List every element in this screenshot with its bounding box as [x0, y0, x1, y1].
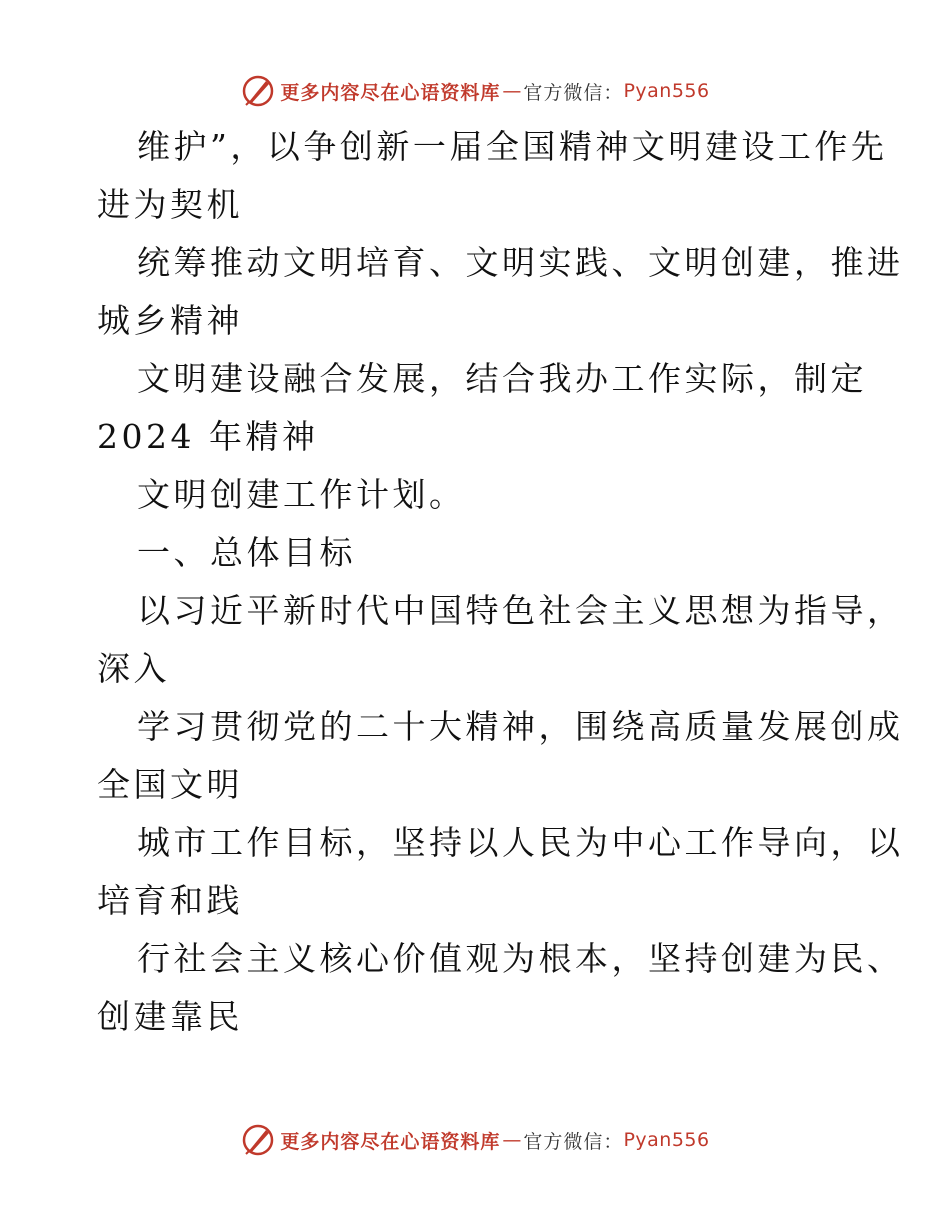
section-heading: 一、总体目标	[137, 533, 356, 572]
footer-banner	[0, 1120, 950, 1160]
text-line: 维护”，以争创新一届全国精神文明建设工作先	[137, 127, 888, 166]
text-line: 创建靠民	[97, 997, 243, 1036]
banner-wechat-handle: Pyan556	[623, 80, 710, 102]
text-line: 全国文明	[97, 765, 243, 804]
quill-pen-logo-icon	[240, 1122, 276, 1158]
text-line: 培育和践	[97, 881, 243, 920]
banner-separator: —	[502, 1129, 522, 1151]
text-line: 深入	[97, 649, 170, 688]
text-line: 统筹推动文明培育、文明实践、文明创建，推进	[137, 243, 904, 282]
text-line: 城乡精神	[97, 301, 243, 340]
banner-promo-text: 更多内容尽在心语资料库	[280, 1130, 501, 1153]
text-line: 城市工作目标，坚持以人民为中心工作导向，以	[137, 823, 904, 862]
quill-pen-logo-icon	[240, 73, 276, 109]
document-body	[97, 118, 904, 1046]
banner-wechat-label: 官方微信：	[523, 1130, 624, 1153]
text-line: 进为契机	[97, 185, 243, 224]
text-line: 文明创建工作计划。	[137, 475, 466, 514]
banner-wechat-handle: Pyan556	[623, 1129, 710, 1151]
header-banner	[0, 71, 950, 111]
banner-wechat-label: 官方微信：	[523, 81, 624, 104]
banner-promo-text: 更多内容尽在心语资料库	[280, 81, 501, 104]
banner-separator: —	[502, 80, 522, 102]
text-line: 以习近平新时代中国特色社会主义思想为指导，	[137, 591, 904, 630]
text-line: 行社会主义核心价值观为根本，坚持创建为民、	[137, 939, 904, 978]
text-line: 文明建设融合发展，结合我办工作实际，制定	[137, 359, 867, 398]
text-line: 2024 年精神	[97, 417, 319, 456]
text-line: 学习贯彻党的二十大精神，围绕高质量发展创成	[137, 707, 904, 746]
